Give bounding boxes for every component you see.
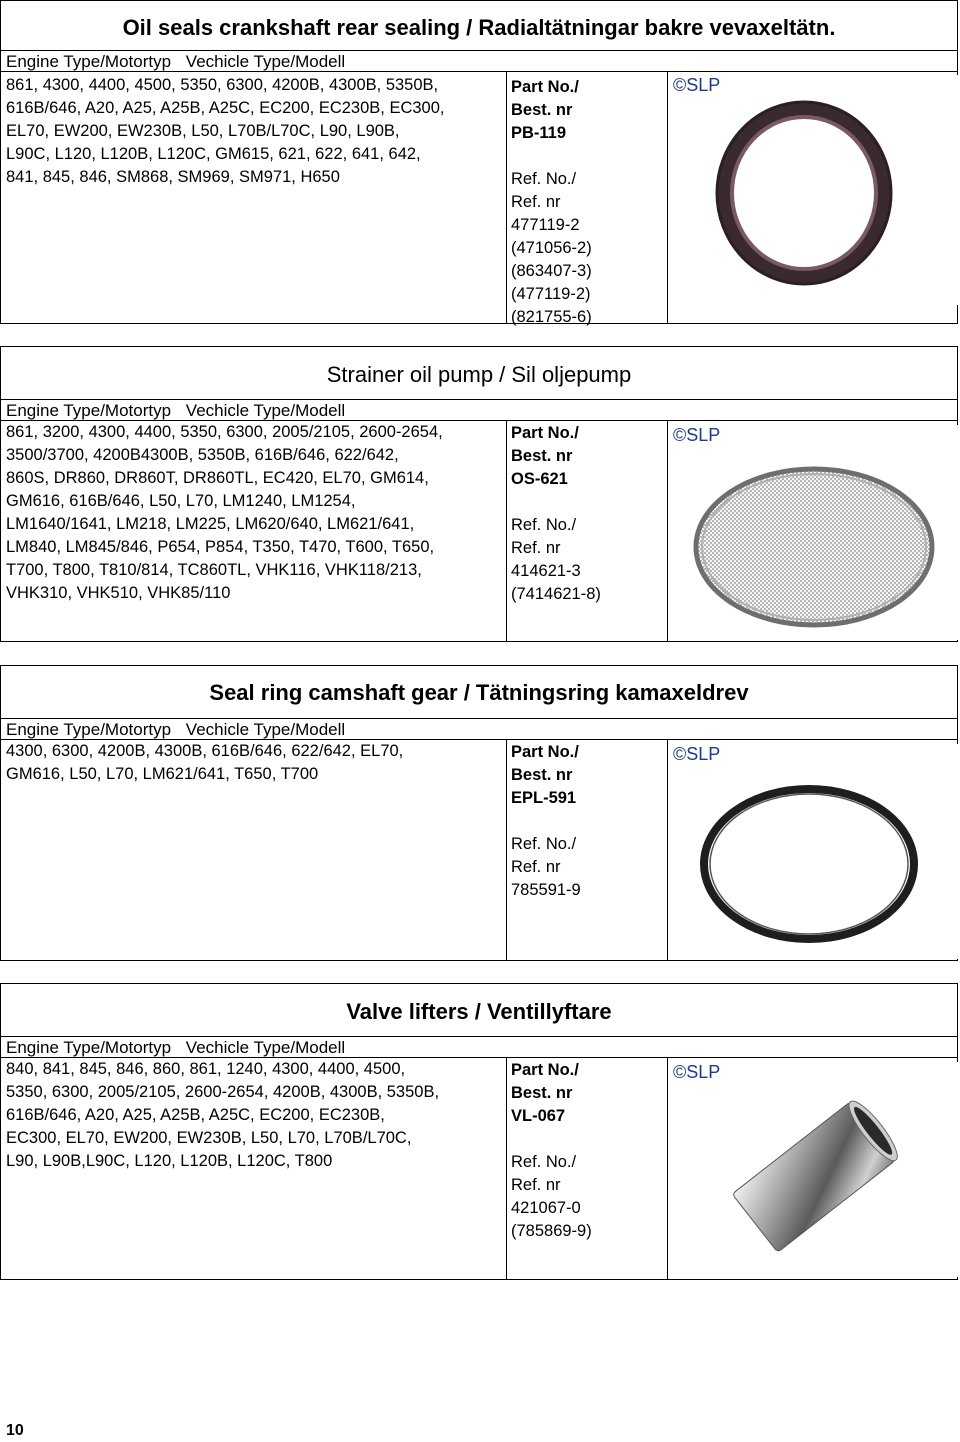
- strainer-mesh-icon: [669, 425, 959, 640]
- column-header-row: [1, 1036, 957, 1058]
- best-nr-label: Best. nr: [511, 447, 573, 465]
- column-header-row: [1, 399, 957, 421]
- product-photo: [669, 425, 959, 640]
- best-nr-label: Best. nr: [511, 101, 573, 119]
- product-section-strainer: [0, 346, 958, 642]
- page-number: 10: [6, 1422, 24, 1439]
- ref-no-label: Ref. No./: [511, 516, 577, 534]
- engine-list: 861, 3200, 4300, 4400, 5350, 6300, 2005/2105, 2600-2654, 3500/3700, 4200B4300B, 5350B, 616B/646, 622/642, 860S, DR860, DR860T, DR860TL, EC420, EL70, GM614, GM616, 616B/646, L50, L70, LM1240, LM1254, LM1640/1641, LM218, LM225, LM620/640, LM621/641, LM840, LM845/846, P654, P854, T350, T470, T600, T650, T700, T800, T810/814, TC860TL, VHK116, VHK118/213, VHK310, VHK510, VHK85/110: [6, 423, 443, 602]
- best-nr-label: Best. nr: [511, 766, 573, 784]
- ref-no-label: Ref. No./: [511, 170, 577, 188]
- part-ref-block: Part No./ Best. nr EPL-591 Ref. No./ Ref. nr 785591-9: [511, 743, 581, 899]
- slp-logo: ©SLP: [673, 1062, 721, 1082]
- part-ref-block: Part No./ Best. nr PB-119 Ref. No./ Ref. nr 477119-2 (471056-2) (863407-3) (477119-2) (821755-6): [511, 78, 592, 326]
- engine-list: 861, 4300, 4400, 4500, 5350, 6300, 4200B, 4300B, 5350B, 616B/646, A20, A25, A25B, A25C, EC200, EC230B, EC300, EL70, EW200, EW230B, L50, L70B/L70C, L90, L90B, L90C, L120, L120B, L120C, GM615, 621, 622, 641, 642, 841, 845, 846, SM868, SM969, SM971, H650: [6, 76, 445, 186]
- vehicle-type-label: Vechicle Type/Modell: [185, 401, 346, 420]
- product-section-oil-seal: [0, 0, 958, 324]
- product-photo: [669, 75, 959, 305]
- part-number: EPL-591: [511, 789, 577, 807]
- engine-list: 840, 841, 845, 846, 860, 861, 1240, 4300, 4400, 4500, 5350, 6300, 2005/2105, 2600-2654, 4200B, 4300B, 5350B, 616B/646, A20, A25, A25B, A25C, EC200, EC230B, EC300, EL70, EW200, EW230B, L50, L70, L70B/L70C, L90, L90B,L90C, L120, L120B, L120C, T800: [6, 1060, 440, 1170]
- section-title: Valve lifters / Ventillyftare: [346, 999, 612, 1024]
- part-no-label: Part No./: [511, 1061, 579, 1079]
- ref-nr-label: Ref. nr: [511, 858, 561, 876]
- seal-ring-icon: [669, 744, 959, 959]
- part-no-label: Part No./: [511, 78, 579, 96]
- vehicle-type-label: Vechicle Type/Modell: [185, 52, 346, 71]
- vehicle-type-label: Vechicle Type/Modell: [185, 1038, 346, 1057]
- engine-type-label: Engine Type/Motortyp: [6, 52, 172, 71]
- slp-logo: ©SLP: [673, 75, 721, 95]
- slp-logo: ©SLP: [673, 744, 721, 764]
- engine-type-label: Engine Type/Motortyp: [6, 401, 172, 420]
- ref-nr-label: Ref. nr: [511, 193, 561, 211]
- ref-no-label: Ref. No./: [511, 835, 577, 853]
- column-header-row: [1, 718, 957, 740]
- column-header-row: [1, 50, 957, 72]
- engine-list: 4300, 6300, 4200B, 4300B, 616B/646, 622/642, EL70, GM616, L50, L70, LM621/641, T650, T700: [6, 742, 404, 783]
- part-no-label: Part No./: [511, 424, 579, 442]
- product-photo: [669, 1062, 959, 1277]
- part-number: VL-067: [511, 1107, 566, 1125]
- oil-seal-ring-icon: [669, 75, 959, 305]
- valve-lifter-cylinder-icon: [669, 1062, 959, 1277]
- part-number: PB-119: [511, 124, 567, 142]
- part-ref-block: Part No./ Best. nr OS-621 Ref. No./ Ref. nr 414621-3 (7414621-8): [511, 424, 601, 603]
- part-ref-block: Part No./ Best. nr VL-067 Ref. No./ Ref. nr 421067-0 (785869-9): [511, 1061, 592, 1240]
- best-nr-label: Best. nr: [511, 1084, 573, 1102]
- section-title: Oil seals crankshaft rear sealing / Radialtätningar bakre vevaxeltätn.: [122, 15, 836, 40]
- slp-logo: ©SLP: [673, 425, 721, 445]
- ref-no-label: Ref. No./: [511, 1153, 577, 1171]
- product-section-seal-ring: [0, 665, 958, 961]
- section-title: Strainer oil pump / Sil oljepump: [326, 362, 632, 387]
- product-section-valve-lifters: [0, 983, 958, 1280]
- engine-type-label: Engine Type/Motortyp: [6, 1038, 172, 1057]
- ref-nr-label: Ref. nr: [511, 1176, 561, 1194]
- part-no-label: Part No./: [511, 743, 579, 761]
- vehicle-type-label: Vechicle Type/Modell: [185, 720, 346, 739]
- section-title: Seal ring camshaft gear / Tätningsring kamaxeldrev: [209, 680, 749, 705]
- product-photo: [669, 744, 959, 959]
- engine-type-label: Engine Type/Motortyp: [6, 720, 172, 739]
- ref-nr-label: Ref. nr: [511, 539, 561, 557]
- part-number: OS-621: [511, 470, 568, 488]
